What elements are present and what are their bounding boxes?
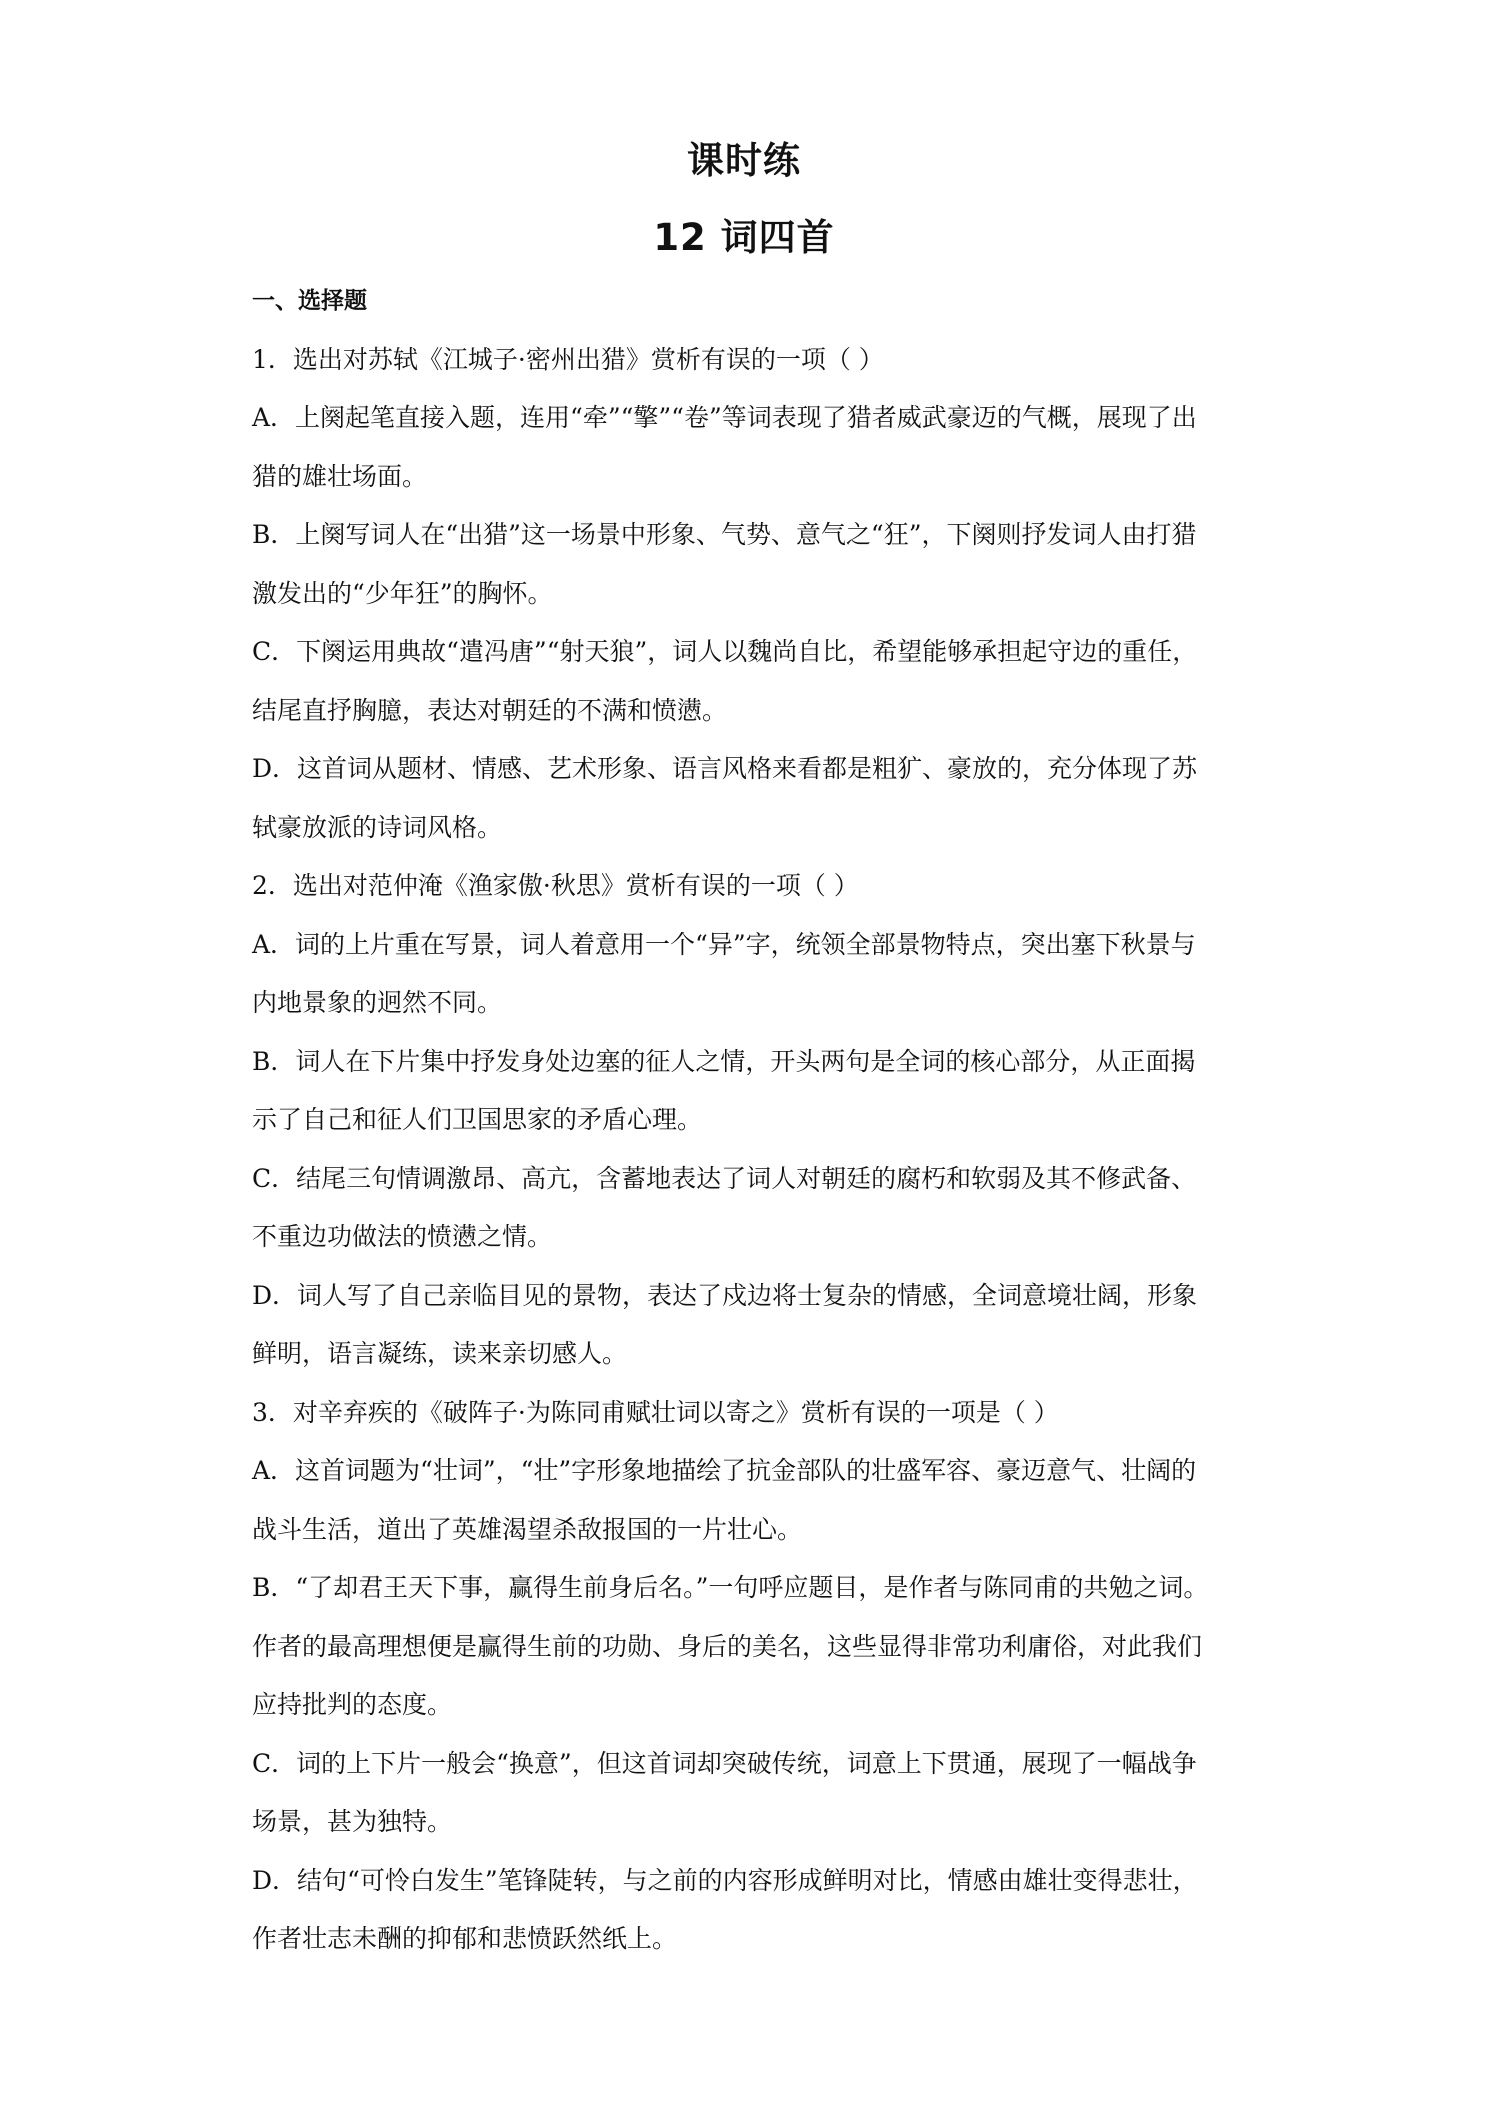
- text-line: D．词人写了自己亲临目见的景物，表达了戍边将士复杂的情感，全词意境壮阔，形象: [252, 1280, 1198, 1310]
- text-line: A．这首词题为“壮词”，“壮”字形象地描绘了抗金部队的壮盛军容、豪迈意气、壮阔的: [252, 1456, 1197, 1485]
- text-line: 示了自己和征人们卫国思家的矛盾心理。: [252, 1105, 703, 1134]
- text-line: 2．选出对范仲淹《渔家傲·秋思》赏析有误的一项（ ）: [252, 871, 859, 900]
- section-heading: 一、选择题: [252, 288, 367, 314]
- text-line: 结尾直抒胸臆，表达对朝廷的不满和愤懑。: [252, 695, 728, 725]
- text-line: B．“了却君王天下事，赢得生前身后名。”一句呼应题目，是作者与陈同甫的共勉之词。: [252, 1573, 1209, 1602]
- text-line: 作者的最高理想便是赢得生前的功勋、身后的美名，这些显得非常功利庸俗，对此我们: [252, 1631, 1203, 1661]
- text-line: A．词的上片重在写景，词人着意用一个“异”字，统领全部景物特点，突出塞下秋景与: [252, 929, 1196, 959]
- text-line: 猎的雄壮场面。: [252, 461, 428, 491]
- text-line: A．上阕起笔直接入题，连用“牵”“擎”“卷”等词表现了猎者威武豪迈的气概，展现了出: [252, 403, 1197, 432]
- text-line: 轼豪放派的诗词风格。: [252, 812, 503, 842]
- text-line: C．词的上下片一般会“换意”，但这首词却突破传统，词意上下贯通，展现了一幅战争: [252, 1748, 1197, 1778]
- text-line: C．下阕运用典故“遣冯唐”“射天狼”，词人以魏尚自比，希望能够承担起守边的重任，: [252, 637, 1198, 666]
- text-line: D．这首词从题材、情感、艺术形象、语言风格来看都是粗犷、豪放的，充分体现了苏: [252, 754, 1198, 783]
- text-line: 应持批判的态度。: [252, 1690, 453, 1719]
- lesson-title: 12 词四首: [653, 216, 835, 259]
- text-line: C．结尾三句情调激昂、高亢，含蓄地表达了词人对朝廷的腐朽和软弱及其不修武备、: [252, 1163, 1197, 1193]
- text-line: 战斗生活，道出了英雄渴望杀敌报国的一片壮心。: [252, 1514, 803, 1544]
- text-line: 激发出的“少年狂”的胸怀。: [252, 578, 553, 608]
- page-title: 课时练: [687, 139, 801, 182]
- text-line: D．结句“可怜白发生”笔锋陡转，与之前的内容形成鲜明对比，情感由雄壮变得悲壮，: [252, 1865, 1198, 1895]
- text-line: 3．对辛弃疾的《破阵子·为陈同甫赋壮词以寄之》赏析有误的一项是（ ）: [252, 1397, 1059, 1427]
- exercise-content: [252, 272, 1252, 1969]
- text-line: 不重边功做法的愤懑之情。: [252, 1222, 553, 1251]
- text-line: 作者壮志未酬的抑郁和悲愤跃然纸上。: [252, 1924, 678, 1953]
- text-line: 内地景象的迥然不同。: [252, 988, 503, 1017]
- text-line: B．上阕写词人在“出猎”这一场景中形象、气势、意气之“狂”，下阕则抒发词人由打猎: [252, 520, 1197, 549]
- text-line: 场景，甚为独特。: [252, 1807, 453, 1836]
- text-line: 1．选出对苏轼《江城子·密州出猎》赏析有误的一项（ ）: [252, 344, 884, 374]
- text-line: 鲜明，语言凝练，读来亲切感人。: [252, 1339, 628, 1368]
- text-line: B．词人在下片集中抒发身处边塞的征人之情，开头两句是全词的核心部分，从正面揭: [252, 1046, 1196, 1076]
